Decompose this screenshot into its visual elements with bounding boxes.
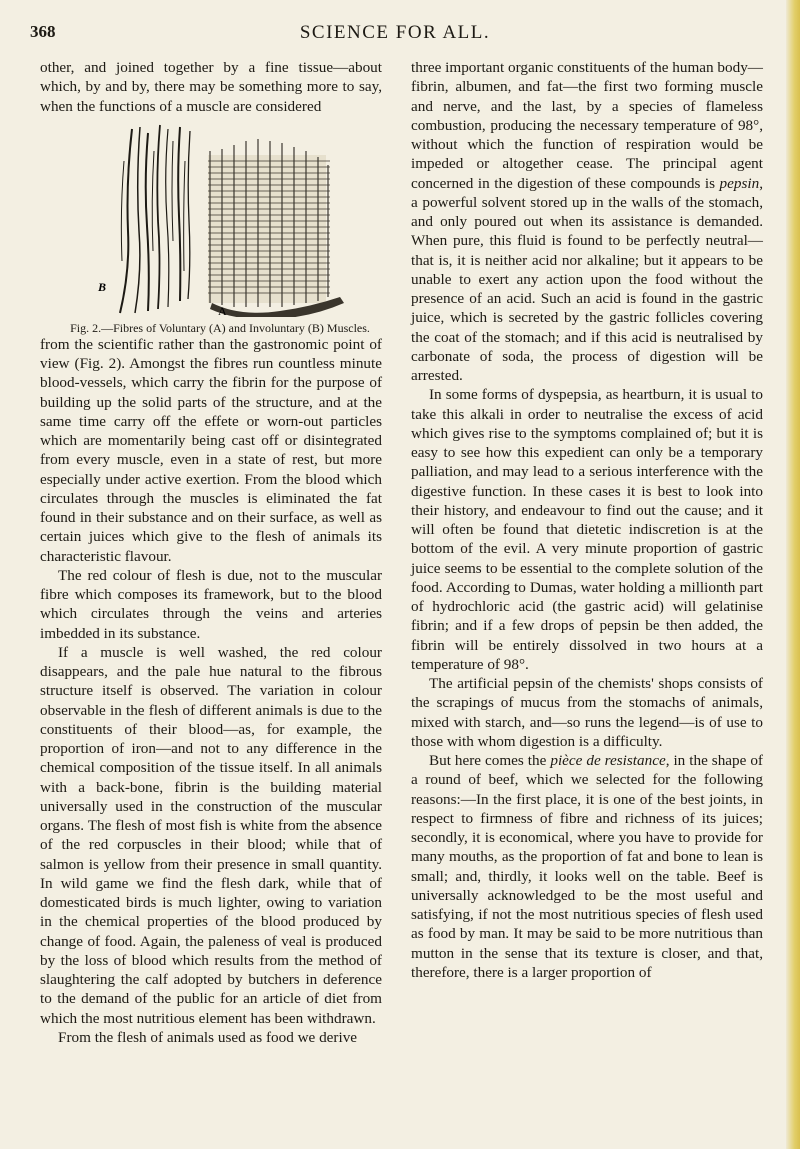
paragraph: If a muscle is well washed, the red colour disappears, and the pale hue natural to the fibrous structure itself is observed. The variation in colour observable in the flesh of different animals is due to the constituents of their blood—as, for example, the proportion of iron—and not to any difference in the chemical composition of the tissue itself. In all animals with a back-bone, fibrin is the building material universally used in the construction of the muscular organs. The flesh of most fish is white from the absence of the red corpuscles in their blood; while that of salmon is yellow from their presence in small quantity. In wild game we find the flesh dark, while that of domesticated birds is much lighter, owing to variation in the chemical properties of the blood produced by change of food. Again, the paleness of veal is produced by the loss of blood which results from the method of slaughtering the calf adopted by butchers in deference to the demand of the public for an article of diet from which the most nutritious element has been withdrawn. bbox=[40, 643, 382, 1027]
text-span: But here comes the bbox=[429, 752, 551, 769]
paragraph: The artificial pepsin of the chemists' shops consists of the scrapings of mucus from the stomachs of animals, mixed with starch, and—so runs the legend—is of use to those with whom digestion is a difficulty. bbox=[411, 675, 763, 750]
paragraph: from the scientific rather than the gastronomic point of view (Fig. 2). Amongst the fibres run countless minute blood-vessels, which carry the fibrin for the purpose of building up the solid parts of the structure, and at the same time carry off the effete or worn-out particles which are momentarily being cast off or disintegrated from every muscle, even in a state of rest, but more especially under active exertion. From the blood which circulates through the muscles is eliminated the fat found in their substance and on their surface, as well as certain juices which give to the flesh of animals its characteristic flavour. bbox=[40, 335, 382, 565]
page-header bbox=[30, 22, 760, 46]
italic-term: pièce de resistance bbox=[550, 752, 666, 769]
paragraph bbox=[411, 58, 763, 385]
page-edge bbox=[786, 0, 800, 1149]
paragraph: From the flesh of animals used as food we derive bbox=[58, 1028, 358, 1046]
text-span: , a powerful solvent stored up in the walls of the stomach, and only poured out when its assistance is demanded. When pure, this fluid is found to be perfectly neutral—that is, it is neither acid nor alkaline; but it appears to be unable to exert any action upon the food without the presence of an acid. Such an acid is found in the gastric juice, which is secreted by the gastric follicles covering the coat of the stomach; and if this acid is neutralised by carbonate of soda, the process of digestion will be arrested. bbox=[411, 174, 763, 384]
running-title: SCIENCE FOR ALL. bbox=[299, 22, 491, 43]
figure-label-b: B bbox=[98, 279, 107, 294]
paragraph: other, and joined together by a fine tissue—about which, by and by, there may be something more to say, when the functions of a muscle are considered bbox=[40, 59, 382, 115]
text-span: , in the shape of a round of beef, which we selected for the following reasons:—In the first place, it is one of the best joints, in respect to firmness of fibre and richness of its juices; secondly, it is economical, where you have to provide for many mouths, as the proportion of fat and bone to lean is small; and, thirdly, it looks well on the table. Beef is universally acknowledged to be the most useful and satisfying, if not the most nutritious species of flesh used as food by man. It may be said to be more nutritious than mutton in the sense that its texture is closer, and that, therefore, there is a larger proportion of bbox=[411, 752, 763, 981]
involuntary-fibres bbox=[120, 125, 190, 313]
text-span: three important organic constituents of the human body—fibrin, albumen, and fat—the first two forming muscle and nerve, and the last, by a species of flameless combustion, producing the necessary temperature of 98°, without which the function of respiration would be impeded or altogether cease. The principal agent concerned in the digestion of these compounds is bbox=[411, 59, 763, 192]
figure-caption: Fig. 2.—Fibres of Voluntary (A) and Involuntary (B) Muscles. bbox=[70, 320, 370, 335]
page-number: 368 bbox=[30, 22, 56, 41]
paragraph bbox=[411, 751, 763, 982]
left-column bbox=[40, 58, 382, 1047]
muscle-fibres-figure bbox=[40, 121, 382, 317]
paragraph: In some forms of dyspepsia, as heartburn, it is usual to take this alkali in order to neutralise the excess of acid which gives rise to the symptoms complained of; but it is easy to see how this expedient can only be a temporary palliation, and may lead to a serious interference with the digestive function. In these cases it is best to look into their history, and endeavour to find out the cause; and it will often be found that dietetic indiscretion is at the bottom of the evil. A very minute proportion of gastric juice seems to be essential to the complete solution of the food. According to Dumas, water holding a millionth part of hydrochloric acid (the gastric acid) will gelatinise fibrin; and if a few drops of pepsin be then added, the fibrin will be entirely dissolved in two hours at a temperature of 98°. bbox=[411, 386, 763, 673]
muscle-fibres-illustration bbox=[40, 121, 382, 317]
paragraph: The red colour of flesh is due, not to the muscular fibre which composes its framework, but to the blood which circulates through the veins and arteries imbedded in its substance. bbox=[40, 566, 382, 642]
voluntary-fibres bbox=[208, 139, 344, 317]
right-column bbox=[411, 58, 763, 982]
italic-term: pepsin bbox=[719, 174, 760, 192]
figure-label-a: A bbox=[218, 303, 227, 317]
